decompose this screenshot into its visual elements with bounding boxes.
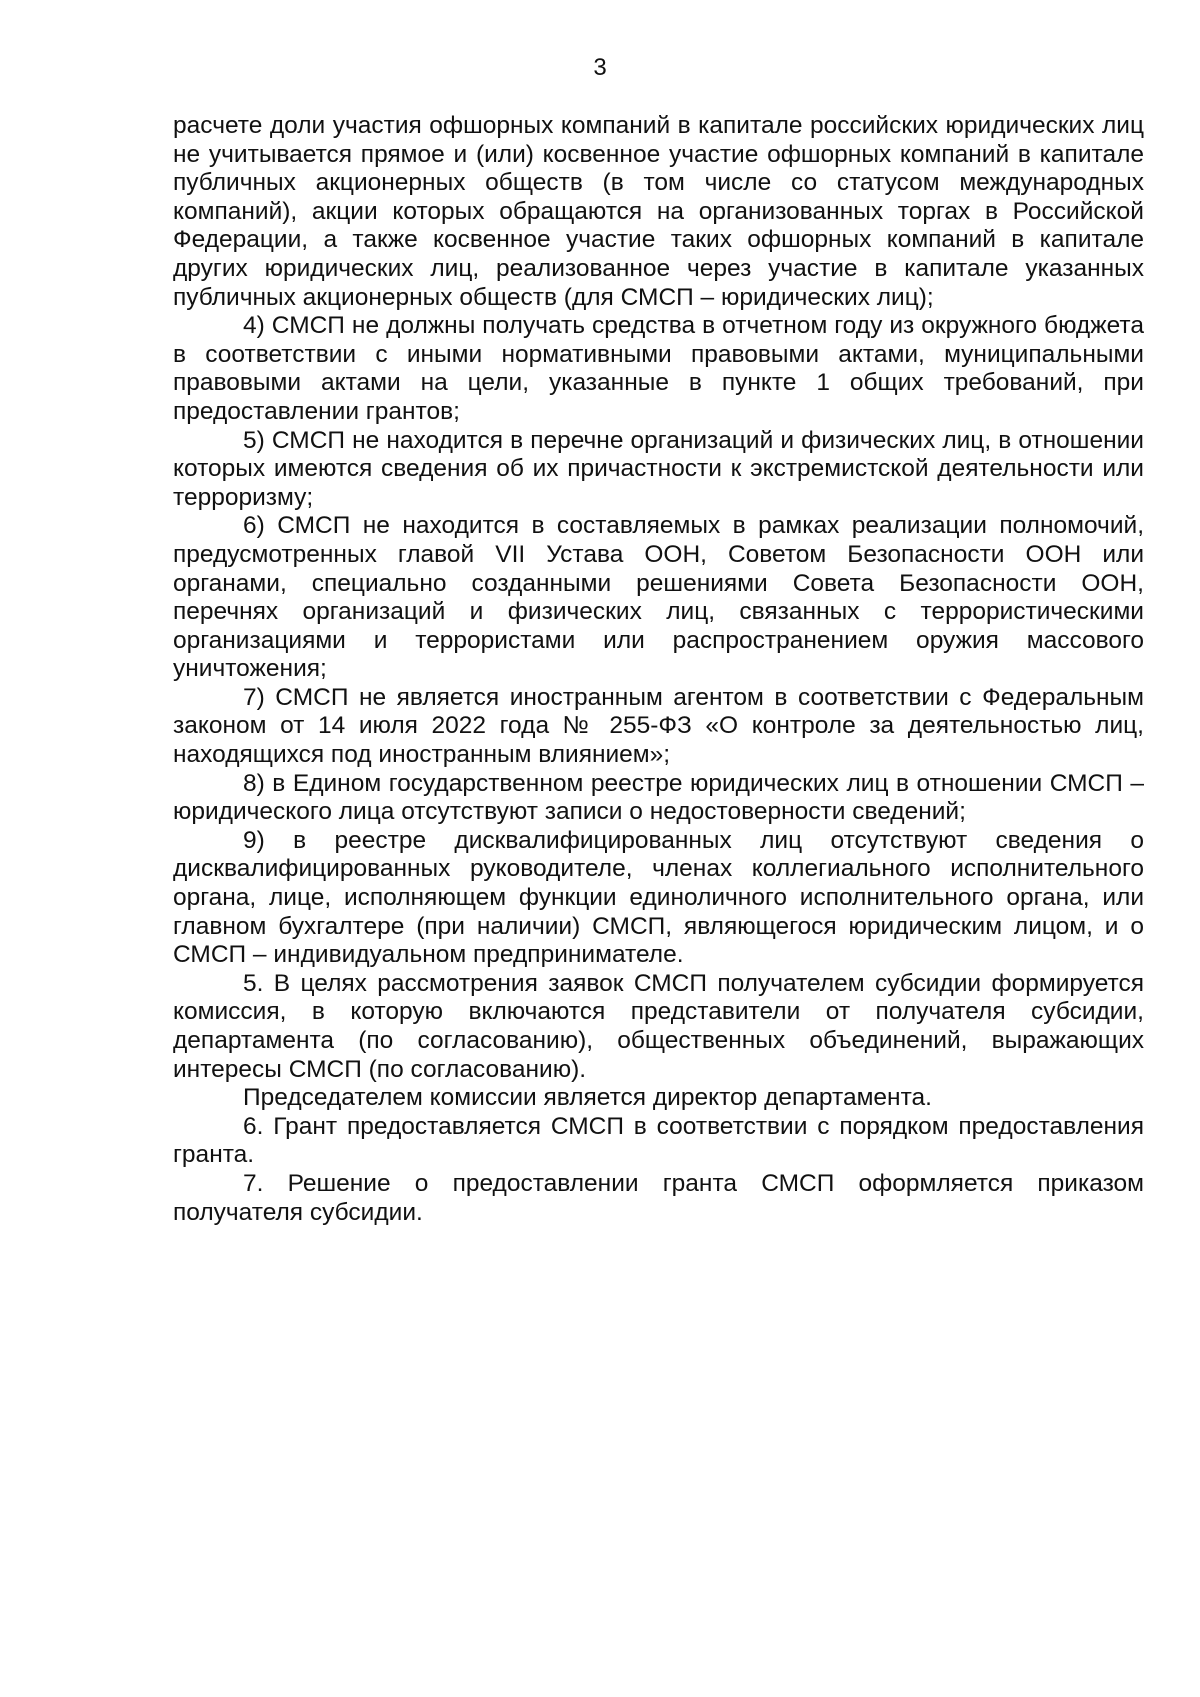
paragraph-commission-chair: Председателем комиссии является директор департамента. <box>243 1084 932 1112</box>
paragraph-item-6: 6) СМСП не находится в составляемых в рамках реализации полномочий, предусмотренных главой VII Устава ООН, Советом Безопасности ООН или органами, специально созданными решениями Совета Безопасности ООН, перечнях организаций и физических лиц, связанных с террористическими организациями и террористами или распространением оружия массового уничтожения; <box>173 512 1144 683</box>
paragraph-item-5: 5) СМСП не находится в перечне организаций и физических лиц, в отношении которых имеются сведения об их причастности к экстремистской деятельности или терроризму; <box>173 426 1144 511</box>
page-number: 3 <box>593 54 607 81</box>
paragraph-item-7: 7) СМСП не является иностранным агентом в соответствии с Федеральным законом от 14 июля 2022 года № 255-ФЗ «О контроле за деятельностью лиц, находящихся под иностранным влиянием»; <box>173 683 1144 769</box>
document-body <box>173 112 1144 1227</box>
paragraph-section-6: 6. Грант предоставляется СМСП в соответствии с порядком предоставления гранта. <box>173 1112 1144 1169</box>
paragraph-section-7: 7. Решение о предоставлении гранта СМСП оформляется приказом получателя субсидии. <box>173 1169 1144 1226</box>
paragraph-continuation: расчете доли участия офшорных компаний в капитале российских юридических лиц не учитывается прямое и (или) косвенное участие офшорных компаний в капитале публичных акционерных обществ (в том числе со статусом международных компаний), акции которых обращаются на организованных торгах в Российской Федерации, а также косвенное участие таких офшорных компаний в капитале других юридических лиц, реализованное через участие в капитале указанных публичных акционерных обществ (для СМСП – юридических лиц); <box>173 112 1144 311</box>
paragraph-item-9: 9) в реестре дисквалифицированных лиц отсутствуют сведения о дисквалифицированных руководителе, членах коллегиального исполнительного органа, лице, исполняющем функции единоличного исполнительного органа, или главном бухгалтере (при наличии) СМСП, являющегося юридическим лицом, и о СМСП – индивидуальном предпринимателе. <box>173 826 1144 969</box>
paragraph-item-8: 8) в Едином государственном реестре юридических лиц в отношении СМСП – юридического лица отсутствуют записи о недостоверности сведений; <box>173 769 1144 826</box>
paragraph-item-4: 4) СМСП не должны получать средства в отчетном году из окружного бюджета в соответствии с иными нормативными правовыми актами, муниципальными правовыми актами на цели, указанные в пункте 1 общих требований, при предоставлении грантов; <box>173 312 1144 425</box>
paragraph-section-5: 5. В целях рассмотрения заявок СМСП получателем субсидии формируется комиссия, в которую включаются представители от получателя субсидии, департамента (по согласованию), общественных объединений, выражающих интересы СМСП (по согласованию). <box>173 969 1144 1083</box>
